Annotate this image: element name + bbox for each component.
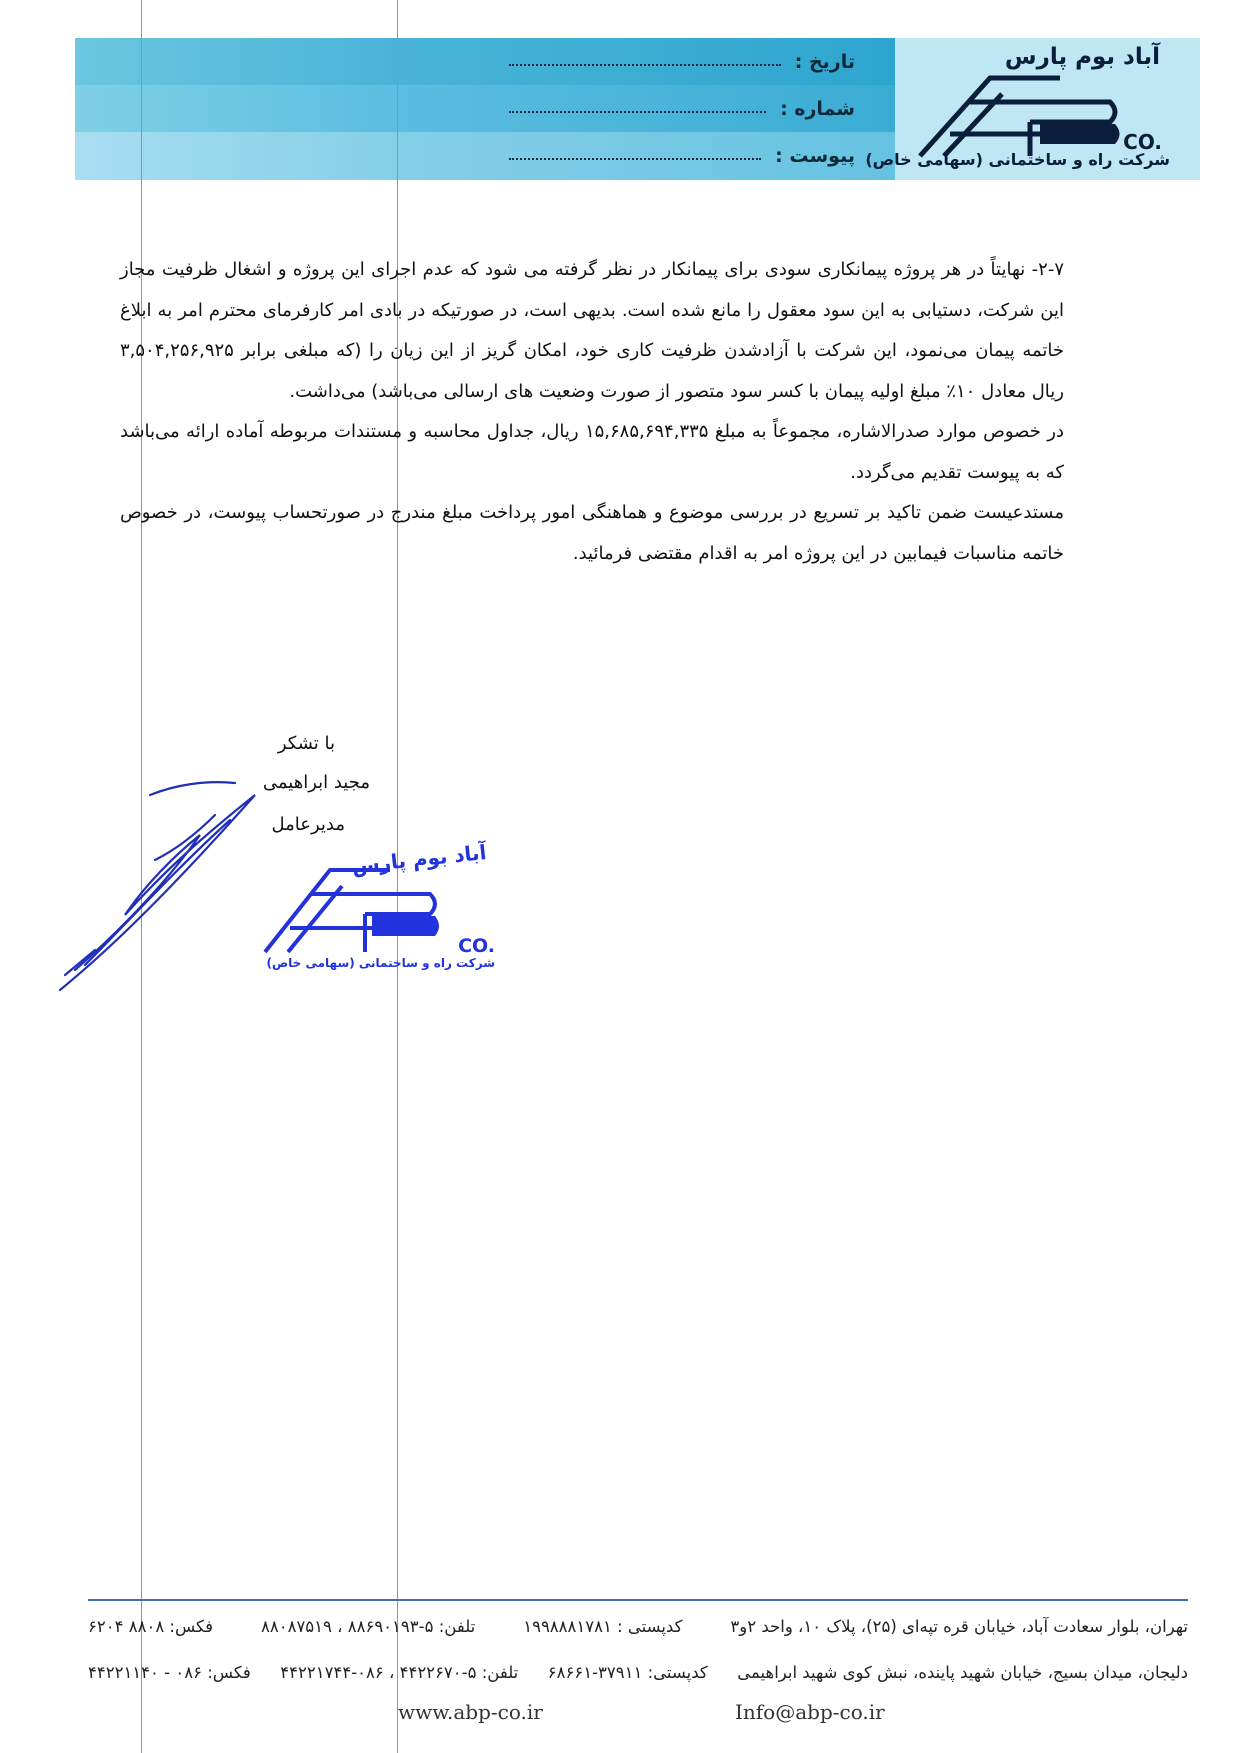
delijan-fax: فکس: ۰۸۶ - ۴۴۲۲۱۱۴۰ bbox=[88, 1663, 251, 1682]
delijan-postal: کدپستی: ۳۷۹۱۱-۶۸۶۶۱ bbox=[547, 1663, 708, 1682]
delijan-address: دلیجان، میدان بسیج، خیابان شهید پاینده، نبش کوی شهید ابراهیمی bbox=[737, 1663, 1188, 1682]
paragraph-2: در خصوص موارد صدرالاشاره، مجموعاً به مبلغ ۱۵,۶۸۵,۶۹۴,۳۳۵ ریال، جداول محاسبه و مستندات مربوطه آماده ارائه می‌باشد که به پیوست تقدیم می‌گردد. bbox=[120, 421, 1065, 483]
signer-title: مدیرعامل bbox=[271, 814, 345, 835]
delijan-phone: تلفن: ۵-۴۴۲۲۶۷۰ ، ۰۸۶-۴۴۲۲۱۷۴۴ bbox=[280, 1663, 519, 1682]
attachment-field bbox=[495, 132, 855, 179]
tehran-fax: فکس: ۸۸۰۸ ۶۲۰۴ bbox=[88, 1617, 214, 1636]
paragraph-3: مستدعیست ضمن تاکید بر تسریع در بررسی موضوع و هماهنگی امور پرداخت مبلغ مندرج در صورتحساب پیوست، در خصوص خاتمه مناسبات فیمابین در این پروژه امر به اقدام مقتضی فرمائید. bbox=[120, 502, 1064, 564]
stamp-logo-icon bbox=[260, 862, 450, 957]
logo-panel bbox=[865, 38, 1200, 180]
number-label: شماره : bbox=[780, 97, 855, 120]
closing-thanks: با تشکر bbox=[277, 733, 335, 754]
abp-logo-icon bbox=[910, 72, 1130, 162]
tehran-postal: کدپستی : ۱۹۹۸۸۸۱۷۸۱ bbox=[523, 1617, 683, 1636]
tehran-phone: تلفن: ۵-۸۸۶۹۰۱۹۳ ، ۸۸۰۸۷۵۱۹ bbox=[261, 1617, 476, 1636]
signer-name: مجید ابراهیمی bbox=[262, 772, 370, 793]
letter-body bbox=[120, 250, 1064, 574]
number-dots bbox=[509, 105, 766, 113]
letterhead bbox=[75, 38, 1200, 180]
stamp-name: آباد بوم پارس bbox=[350, 840, 488, 878]
date-field bbox=[495, 38, 855, 85]
paragraph-1: ۲-۷- نهایتاً در هر پروژه پیمانکاری سودی برای پیمانکار در نظر گرفته می شود که عدم اجرای این پروژه و اشغال ظرفیت مجاز این شرکت، دستیابی به این سود معقول را مانع شده است. بدیهی است، در صورتیکه در بادی امر کارفرمای محترم امر به ابلاغ خاتمه پیمان می‌نمود، این شرکت با آزادشدن ظرفیت کاری خود، امکان گریز از این زیان را (که مبلغی برابر ۳,۵۰۴,۲۵۶,۹۲۵ ریال معادل ۱۰٪ مبلغ اولیه پیمان با کسر سود متصور از صورت وضعیت های ارسالی می‌باشد) می‌داشت. bbox=[120, 259, 1064, 402]
date-label: تاریخ : bbox=[794, 50, 855, 73]
stamp-co: CO. bbox=[458, 935, 495, 957]
footer-tehran bbox=[88, 1617, 1188, 1636]
attachment-label: پیوست : bbox=[775, 144, 855, 167]
company-co: CO. bbox=[1123, 130, 1162, 154]
company-stamp bbox=[255, 840, 495, 975]
stamp-subtitle: شرکت راه و ساختمانی (سهامی خاص) bbox=[266, 956, 495, 970]
attachment-dots bbox=[509, 152, 761, 160]
number-field bbox=[495, 85, 855, 132]
footer-divider bbox=[88, 1599, 1188, 1601]
footer-delijan bbox=[88, 1663, 1188, 1682]
date-dots bbox=[509, 58, 781, 66]
tehran-address: تهران، بلوار سعادت آباد، خیابان قره تپه‌ای (۲۵)، پلاک ۱۰، واحد ۲و۳ bbox=[730, 1617, 1188, 1636]
company-subtitle: شرکت راه و ساختمانی (سهامی خاص) bbox=[865, 150, 1170, 169]
website-link[interactable]: www.abp-co.ir bbox=[398, 1700, 543, 1724]
company-name: آباد بوم پارس bbox=[1004, 44, 1160, 70]
email-link[interactable]: Info@abp-co.ir bbox=[735, 1700, 885, 1724]
